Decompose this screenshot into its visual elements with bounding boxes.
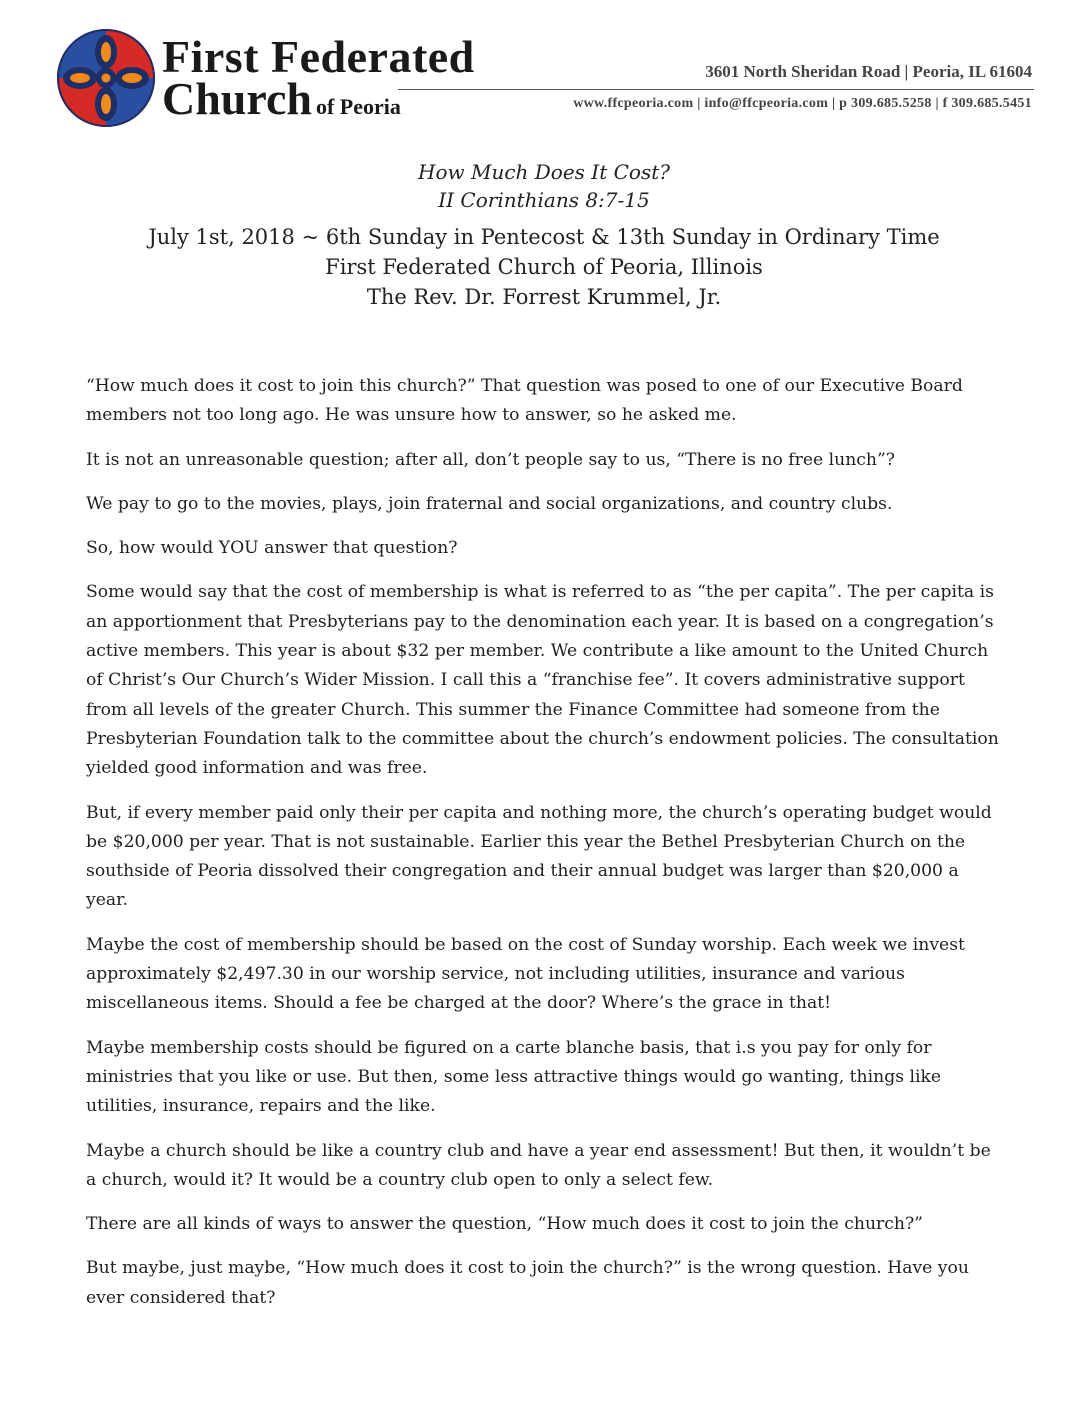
sermon-heading	[0, 158, 1088, 312]
paragraph: “How much does it cost to join this church?” That question was posed to one of our Executive Board members not too long ago. He was unsure how to answer, so he asked me.	[86, 376, 963, 426]
header-divider	[398, 89, 1034, 90]
paragraph: It is not an unreasonable question; after all, don’t people say to us, “There is no free lunch”?	[86, 449, 895, 470]
church-location-line: First Federated Church of Peoria, Illinois	[325, 255, 763, 279]
letterhead	[0, 0, 1088, 140]
preacher-line: The Rev. Dr. Forrest Krummel, Jr.	[366, 285, 722, 309]
sermon-date-line: July 1st, 2018 ~ 6th Sunday in Pentecost & 13th Sunday in Ordinary Time	[148, 225, 940, 249]
paragraph: There are all kinds of ways to answer the question, “How much does it cost to join the church?”	[86, 1214, 923, 1235]
org-name-line2	[162, 73, 475, 124]
quatrefoil-cross-logo-icon	[56, 28, 156, 128]
church-address: 3601 North Sheridan Road | Peoria, IL 61604	[705, 62, 1032, 81]
paragraph: Maybe the cost of membership should be based on the cost of Sunday worship. Each week we invest approximately $2,497.30 in our worship service, not including utilities, insurance and various miscellaneous items. Should a fee be charged at the door? Where’s the grace in that!	[86, 934, 965, 1014]
org-name-of-peoria: of Peoria	[315, 94, 401, 119]
scripture-reference: II Corinthians 8:7-15	[438, 188, 650, 212]
org-name-line1: First Federated	[162, 31, 475, 82]
paragraph: Maybe a church should be like a country club and have a year end assessment! But then, it wouldn’t be a church, would it? It would be a country club open to only a select few.	[86, 1140, 991, 1190]
church-contact-info: www.ffcpeoria.com | info@ffcpeoria.com | p 309.685.5258 | f 309.685.5451	[573, 96, 1032, 111]
organization-name	[162, 31, 475, 124]
paragraph: Some would say that the cost of membership is what is referred to as “the per capita”. The per capita is an apportionment that Presbyterians pay to the denomination each year. It is based on a congregation’s active members. This year is about $32 per member. We contribute a like amount to the United Church of Christ’s Our Church’s Wider Mission. I call this a “franchise fee”. It covers administrative support from all levels of the greater Church. This summer the Finance Committee had someone from the Presbyterian Foundation talk to the committee about the church’s endowment policies. The consultation yielded good information and was free.	[86, 582, 999, 779]
paragraph: We pay to go to the movies, plays, join fraternal and social organizations, and country clubs.	[86, 493, 893, 514]
org-name-church: Church	[162, 73, 312, 124]
sermon-title: How Much Does It Cost?	[418, 160, 670, 184]
paragraph: But, if every member paid only their per capita and nothing more, the church’s operating budget would be $20,000 per year. That is not sustainable. Earlier this year the Bethel Presbyterian Church on the southside of Peoria dissolved their congregation and their annual budget was larger than $20,000 a year.	[86, 802, 992, 911]
paragraph: So, how would YOU answer that question?	[86, 538, 458, 559]
paragraph: Maybe membership costs should be figured on a carte blanche basis, that i.s you pay for only for ministries that you like or use. But then, some less attractive things would go wanting, things like utilities, insurance, repairs and the like.	[86, 1037, 942, 1117]
paragraph: But maybe, just maybe, “How much does it cost to join the church?” is the wrong question. Have you ever considered that?	[86, 1258, 969, 1308]
sermon-body	[86, 372, 1006, 1328]
